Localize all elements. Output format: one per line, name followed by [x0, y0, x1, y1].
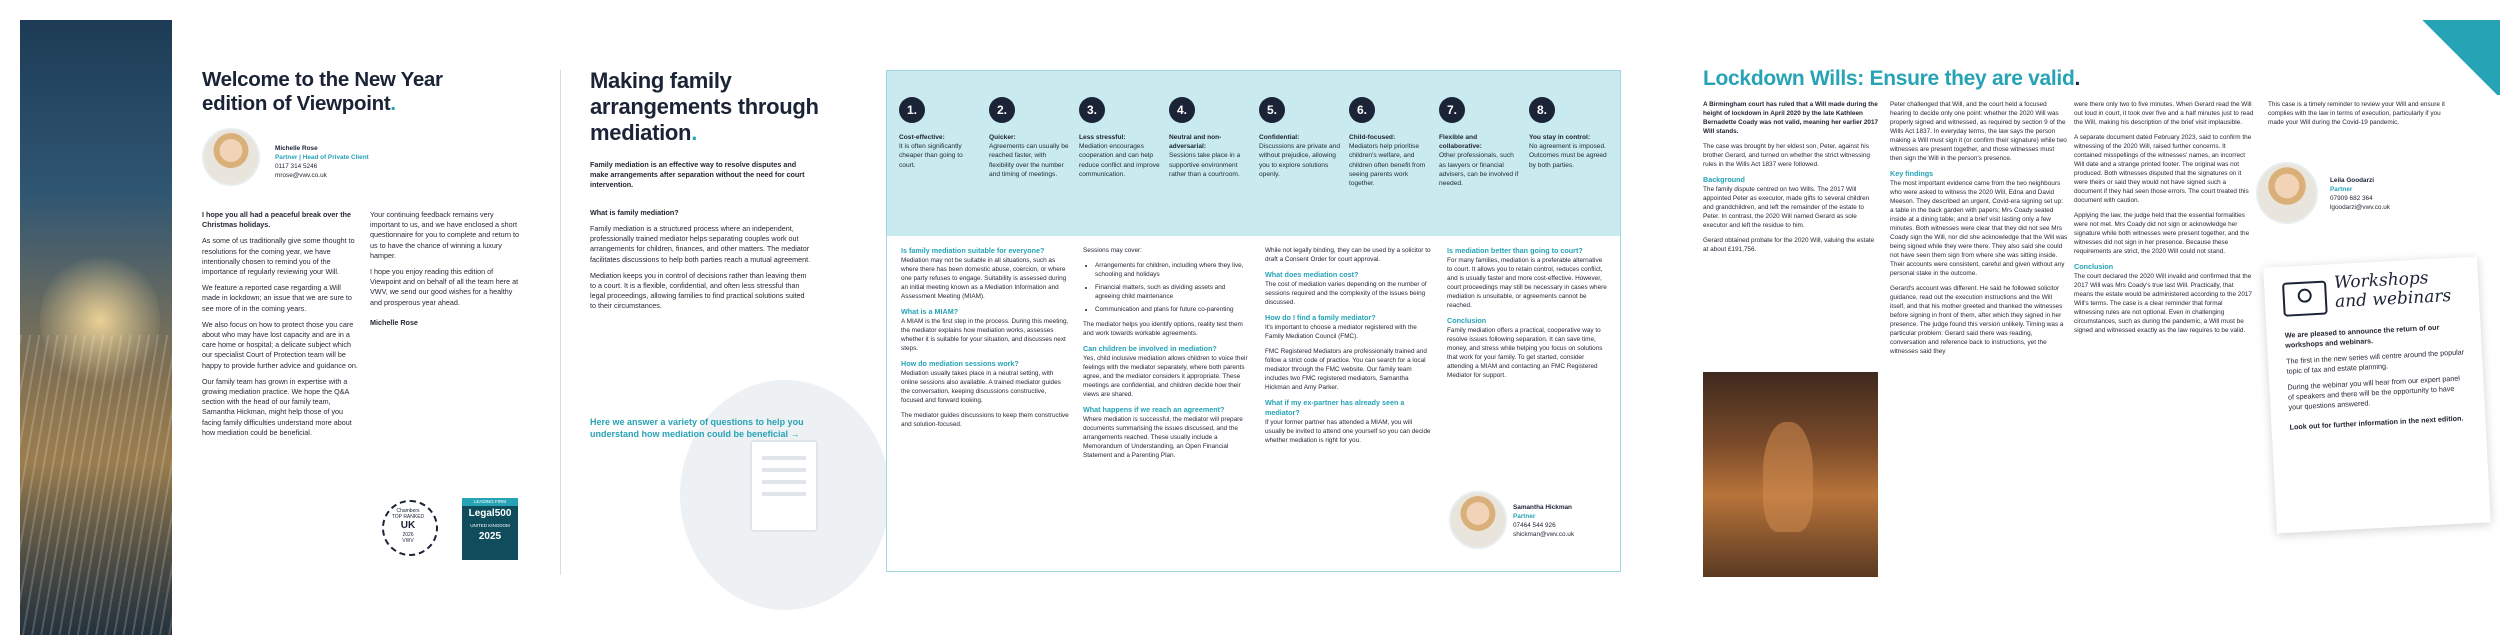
contact-phone: 07909 682 364	[2330, 195, 2373, 202]
step-title: Child-focused:	[1349, 134, 1396, 141]
contact-phone: 07464 544 926	[1513, 522, 1556, 529]
step-number: 4.	[1169, 97, 1195, 123]
faq-column-1	[901, 246, 1069, 435]
body-paragraph: Peter challenged that Will, and the court held a focused hearing to decide only one point: whether the 2020 Will was properly signed and witnessed, as required by section 9 of the Wills Act 1837. In everyday terms, the law says the person making a Will must sign it (or confirm their signature) while two witnesses are present together, and those witnesses must then sign the Will in the person's presence.	[1890, 101, 2067, 162]
column-divider	[560, 70, 561, 575]
page3-column-2	[1890, 100, 2068, 362]
card-footer: Look out for further information in the next edition.	[2289, 413, 2464, 432]
benefit-step	[1349, 97, 1431, 188]
leila-goodarzi-avatar	[2256, 162, 2318, 224]
benefit-step	[1529, 97, 1611, 170]
figure-silhouette	[1763, 422, 1813, 532]
faq-heading: What does mediation cost?	[1265, 270, 1359, 279]
intro-paragraph: I hope you all had a peaceful break over the Christmas holidays.	[202, 210, 351, 230]
card-body	[2285, 321, 2470, 438]
step-number: 3.	[1079, 97, 1105, 123]
step-title: Flexible and collaborative:	[1439, 134, 1482, 151]
faq-answer: It's important to choose a mediator registered with the Family Mediation Council (FMC).	[1265, 324, 1417, 340]
contact-role: Partner | Head of Private Client	[275, 154, 369, 161]
list-item: • Arrangements for children, including where they live, schooling and holidays	[1095, 261, 1251, 279]
body-paragraph: Family mediation is a structured process where an independent, professionally trained mediator helps separating couples work out arrangements for children, finances, and other matters. The mediator facilitates discussions to help both parties reach a mutual agreement.	[590, 224, 811, 264]
card-title	[2334, 268, 2452, 312]
faq-answer: Yes, child inclusive mediation allows children to voice their feelings with the mediator separately, where both parents agree, and the mediator considers it appropriate. These meetings are confidential, and children decide how their views are shared.	[1083, 355, 1248, 398]
autumn-leaves-photo	[1703, 372, 1878, 577]
page1-right-column	[370, 210, 525, 334]
step-text: It is often significantly cheaper than going to court.	[899, 143, 963, 169]
page3-column-3	[2074, 100, 2254, 341]
faq-heading: How do I find a family mediator?	[1265, 313, 1376, 322]
article-lead: A Birmingham court has ruled that a Will made during the height of lockdown in April 2020 by the late Kathleen Bernadette Coady was not valid, meaning her earlier 2017 Will stands.	[1703, 101, 1879, 135]
body-paragraph: Your continuing feedback remains very important to us, and we have enclosed a short questionnaire for you to complete and return to us to have the chance of winning a luxury hamper.	[370, 210, 520, 260]
faq-answer: Family mediation offers a practical, cooperative way to resolve issues following separation. It can save time, money, and stress while helping you focus on solutions that work for your family. To get started, consider attending a MIAM and contacting an FMC Registered Mediator for support.	[1447, 327, 1603, 379]
badge-line: Legal500	[468, 508, 512, 519]
michelle-rose-avatar	[202, 128, 260, 186]
faq-heading: Conclusion	[1447, 316, 1487, 325]
page1-contact	[275, 144, 435, 180]
body-paragraph: Our family team has grown in expertise with a growing mediation practice. We hope the Q&A section with the head of our family team, Samantha Hickman, might help those of you facing family difficulties understand more about how mediation could be beneficial.	[202, 376, 352, 437]
contact-name: Leila Goodarzi	[2330, 177, 2375, 184]
page1-left-column	[202, 210, 360, 444]
document-icon	[750, 440, 818, 532]
samantha-hickman-avatar	[1449, 491, 1507, 549]
card-paragraph: The first in the new series will centre around the popular topic of tax and estate planning.	[2285, 347, 2465, 376]
page2-intro: Family mediation is an effective way to resolve disputes and make arrangements after separation without the need for court intervention.	[590, 160, 805, 190]
page2-title: Making family arrangements through mediation.	[590, 68, 819, 145]
step-text: Sessions take place in a supportive environment rather than a courtroom.	[1169, 152, 1241, 178]
step-title: Neutral and non-adversarial:	[1169, 134, 1222, 151]
step-text: Other professionals, such as lawyers or financial advisers, can be involved if needed.	[1439, 152, 1519, 188]
step-number: 7.	[1439, 97, 1465, 123]
badge-line: 2026	[402, 532, 414, 538]
faq-heading: What if my ex-partner has already seen a mediator?	[1265, 398, 1405, 417]
step-title: Less stressful:	[1079, 134, 1126, 141]
badge-line: TOP RANKED	[391, 514, 425, 520]
step-number: 6.	[1349, 97, 1375, 123]
step-text: Mediation encourages cooperation and can help reduce conflict and improve communication.	[1079, 143, 1160, 178]
list-item: • Communication and plans for future co-parenting	[1095, 305, 1251, 314]
chambers-badge	[378, 498, 438, 558]
faq-column-4	[1447, 246, 1609, 386]
mediation-benefits-panel	[886, 70, 1621, 572]
sessions-list	[1083, 261, 1251, 314]
step-number: 2.	[989, 97, 1015, 123]
body-paragraph: Applying the law, the judge held that the essential formalities were not met. Mrs Coady did not sign or acknowledge her signature while both witnesses were present together, and the witnesses did not sign in her presence. Because these requirements are strict, the 2020 Will could not stand.	[2074, 212, 2250, 255]
body-paragraph: The case was brought by her eldest son, Peter, against his brother Gerard, and turned on whether the strict witnessing rules in the Wills Act 1837 were followed.	[1703, 143, 1870, 168]
page3-reminder: This case is a timely reminder to review your Will and ensure it complies with the law in terms of execution, particularly if you made your Will during the Covid-19 pandemic.	[2268, 101, 2445, 126]
faq-column-3	[1265, 246, 1433, 451]
faq-heading: Can children be involved in mediation?	[1083, 344, 1217, 353]
badge-line: VWV	[402, 538, 414, 544]
contact-name: Samantha Hickman	[1513, 504, 1572, 511]
faq-answer: FMC Registered Mediators are professionally trained and follow a strict code of practice. You can search for a local mediator through the FMC website. Our family team includes two FMC registered mediators, Samantha Hickman and Amy Parker.	[1265, 348, 1427, 391]
badge-line: UNITED KINGDOM	[470, 523, 510, 528]
contact-name: Michelle Rose	[275, 145, 318, 152]
contact-email[interactable]: lgoodarzi@vwv.co.uk	[2330, 204, 2391, 211]
hero-photo-frosted-grass	[20, 20, 172, 635]
benefit-step	[1439, 97, 1521, 188]
step-title: You stay in control:	[1529, 134, 1591, 141]
benefit-step	[1169, 97, 1251, 179]
step-number: 5.	[1259, 97, 1285, 123]
card-lead: We are pleased to announce the return of our workshops and webinars.	[2284, 322, 2440, 350]
panel-contact	[1513, 503, 1613, 539]
body-paragraph: As some of us traditionally give some thought to resolutions for the coming year, we have intentionally chosen to remind you of the importance of regularly reviewing your Will.	[202, 236, 355, 277]
faq-answer: While not legally binding, they can be used by a solicitor to draft a Consent Order for court approval.	[1265, 247, 1431, 263]
section-heading: Conclusion	[2074, 262, 2114, 271]
step-text: No agreement is imposed. Outcomes must be agreed by both parties.	[1529, 143, 1607, 169]
list-item: • Financial matters, such as dividing assets and agreeing child maintenance	[1095, 283, 1251, 301]
arrow-right-icon: →	[790, 429, 800, 439]
badge-line: 2025	[478, 531, 502, 542]
grass-texture	[20, 335, 172, 635]
body-paragraph: We also focus on how to protect those you care about who may have lost capacity and are in a care home or hospital; a delicate subject which our specialist Court of Protection team will be happy to provide further advice and guidance on.	[202, 319, 358, 370]
faq-heading: Is mediation better than going to court?	[1447, 246, 1583, 255]
body-paragraph: The court declared the 2020 Will invalid and confirmed that the 2017 Will was Mrs Coady's true last Will. Practically, that means the estate would be administered according to the 2017 Will's terms. The case is a clear reminder that formal witnessing rules are not optional. Even in challenging circumstances, such as during the pandemic, a Will must be signed and witnessed exactly as the law requires to be valid.	[2074, 273, 2252, 334]
faq-heading: What is a MIAM?	[901, 307, 959, 316]
faq-answer: If your former partner has attended a MIAM, you will usually be invited to attend one yourself so you can decide whether mediation is right for you.	[1265, 419, 1431, 444]
signoff: Michelle Rose	[370, 317, 418, 327]
faq-answer: Where mediation is successful, the mediator will prepare documents summarising the issues discussed, and the arrangements reached. These usually include a Memorandum of Understanding, an Open Financial Statement and a Parenting Plan.	[1083, 416, 1243, 459]
mediation-cta-link[interactable]: Here we answer a variety of questions to help you understand how mediation could be beneficial →	[590, 417, 804, 439]
body-paragraph: A separate document dated February 2023, said to confirm the witnessing of the 2020 Will, raised further concerns. It contained misspellings of the witnesses' names, an incorrect Will date and a strange printed footer. The original was not produced. Both witnesses disputed that the signatures on it were theirs or said they would not have signed such a document if they had seen those errors. The court treated this document with caution.	[2074, 134, 2252, 204]
section-heading: Background	[1703, 175, 1745, 184]
faq-heading: How do mediation sessions work?	[901, 359, 1019, 368]
page3-contact	[2330, 176, 2440, 212]
body-paragraph: Gerard obtained probate for the 2020 Will, valuing the estate at about £191,756.	[1703, 237, 1875, 253]
badge-line: LEADING FIRM	[462, 498, 518, 506]
benefit-step	[1079, 97, 1161, 179]
faq-answer: The mediator guides discussions to keep them constructive and solution-focused.	[901, 412, 1069, 428]
faq-answer: Mediation may not be suitable in all situations, such as where there has been domestic abuse, coercion, or where one party refuses to engage. Suitability is assessed during an initial meeting known as a Mediation Information and Assessment Meeting (MIAM).	[901, 257, 1067, 300]
step-text: Agreements can usually be reached faster, with flexibility over the number and timing of meetings.	[989, 143, 1069, 178]
faq-answer: Sessions may cover:	[1083, 247, 1142, 254]
page2-body	[590, 224, 812, 318]
badge-line: Chambers	[396, 508, 420, 514]
faq-answer: The mediator helps you identify options, reality test them and work towards workable agreements.	[1083, 321, 1243, 337]
step-title: Confidential:	[1259, 134, 1300, 141]
contact-phone: 0117 314 5246	[275, 163, 318, 170]
contact-email[interactable]: mrose@vwv.co.uk	[275, 172, 327, 179]
body-paragraph: were there only two to five minutes. When Gerard read the Will out loud in court, it took over five and a half minutes just to read the Will, making his description of the brief visit implausible.	[2074, 101, 2254, 126]
card-title-line: Workshops	[2333, 268, 2429, 294]
card-title-line: and webinars	[2334, 285, 2452, 313]
badge-line: UK	[400, 520, 416, 531]
contact-email[interactable]: shickman@vwv.co.uk	[1513, 531, 1575, 538]
step-title: Quicker:	[989, 134, 1016, 141]
faq-answer: Mediation usually takes place in a neutral setting, with online sessions also available. A trained mediator guides the conversation, keeping discussions constructive, focused and forward looking.	[901, 370, 1061, 404]
faq-heading: What happens if we reach an agreement?	[1083, 405, 1225, 414]
section-heading: Key findings	[1890, 169, 1934, 178]
page3-column-1	[1703, 100, 1879, 260]
body-paragraph: The most important evidence came from the two neighbours who were asked to witness the 2020 Will, Edna and David Meeson. They described an urgent, Covid-era signing set up: a table in the back garden with papers; Mrs Coady seated inside at a dining table; and a brief visit lasting only a few minutes. Both witnesses were clear that they did not see Mrs Coady sign the Will, nor did she acknowledge that the Will was being signed while they were there. They also said she could not have seen them sign from where she was sitting inside. Their accounts were consistent, careful and given without any personal stake in the outcome.	[1890, 180, 2068, 277]
card-paragraph: During the webinar you will hear from our expert panel of speakers and there will be the opportunity to have your questions answered.	[2287, 373, 2461, 412]
body-paragraph: Gerard's account was different. He said he followed solicitor guidance, read out the execution instructions and the Will itself, and that his mother greeted and thanked the witnesses before signing in front of them, after which they signed in her presence. The judge found this version unlikely. Timing was a particular problem: Gerard said there was reading, conversation and reference back to instructions, yet the witnesses said they	[1890, 285, 2064, 355]
webinar-icon	[2282, 281, 2328, 317]
step-text: Mediators help prioritise children's welfare, and children often benefit from seeing parents work together.	[1349, 143, 1426, 188]
page2-question: What is family mediation?	[590, 208, 679, 217]
contact-role: Partner	[1513, 513, 1536, 520]
step-text: Discussions are private and without prejudice, allowing you to explore solutions openly.	[1259, 143, 1340, 178]
contact-role: Partner	[2330, 186, 2353, 193]
step-number: 8.	[1529, 97, 1555, 123]
benefit-step	[899, 97, 981, 170]
workshops-card	[2263, 257, 2491, 534]
benefit-step	[989, 97, 1071, 179]
legal500-badge	[462, 498, 518, 560]
faq-answer: A MIAM is the first step in the process. During this meeting, the mediator explains how mediation works, assesses whether it is suitable for your situation, and discusses next steps.	[901, 318, 1069, 352]
page1-title: Welcome to the New Year edition of Viewpoint.	[202, 68, 443, 115]
faq-heading: Is family mediation suitable for everyone?	[901, 246, 1045, 255]
body-paragraph: I hope you enjoy reading this edition of Viewpoint and on behalf of all the team here at VWV, we send our good wishes for a healthy and prosperous year ahead.	[370, 267, 519, 307]
faq-answer: For many families, mediation is a preferable alternative to court. It allows you to retain control, reduces conflict, and is usually faster and more cost-effective. However, court proceedings may still be necessary in cases where mediation is unsuitable, or agreements cannot be reached.	[1447, 257, 1607, 309]
body-paragraph: We feature a reported case regarding a Will made in lockdown; an issue that we are sure to see more of in the coming years.	[202, 283, 352, 313]
benefit-step	[1259, 97, 1341, 179]
step-number: 1.	[899, 97, 925, 123]
body-paragraph: The family dispute centred on two Wills. The 2017 Will appointed Peter as executor, made gifts to several children and grandchildren, and left the remainder of the estate to Peter. In contrast, the 2020 Will named Gerard as sole executor and left the residue to him.	[1703, 186, 1870, 229]
faq-column-2	[1083, 246, 1251, 466]
faq-answer: The cost of mediation varies depending on the number of sessions required and the complexity of the issues being discussed.	[1265, 281, 1427, 306]
step-title: Cost-effective:	[899, 134, 945, 141]
corner-accent	[2420, 20, 2500, 95]
page3-title: Lockdown Wills: Ensure they are valid.	[1703, 67, 2081, 90]
body-paragraph: Mediation keeps you in control of decisions rather than leaving them to a court. It is a flexible, confidential, and often less stressful than legal proceedings, allowing families to find practical solutions suited to their circumstances.	[590, 270, 807, 311]
